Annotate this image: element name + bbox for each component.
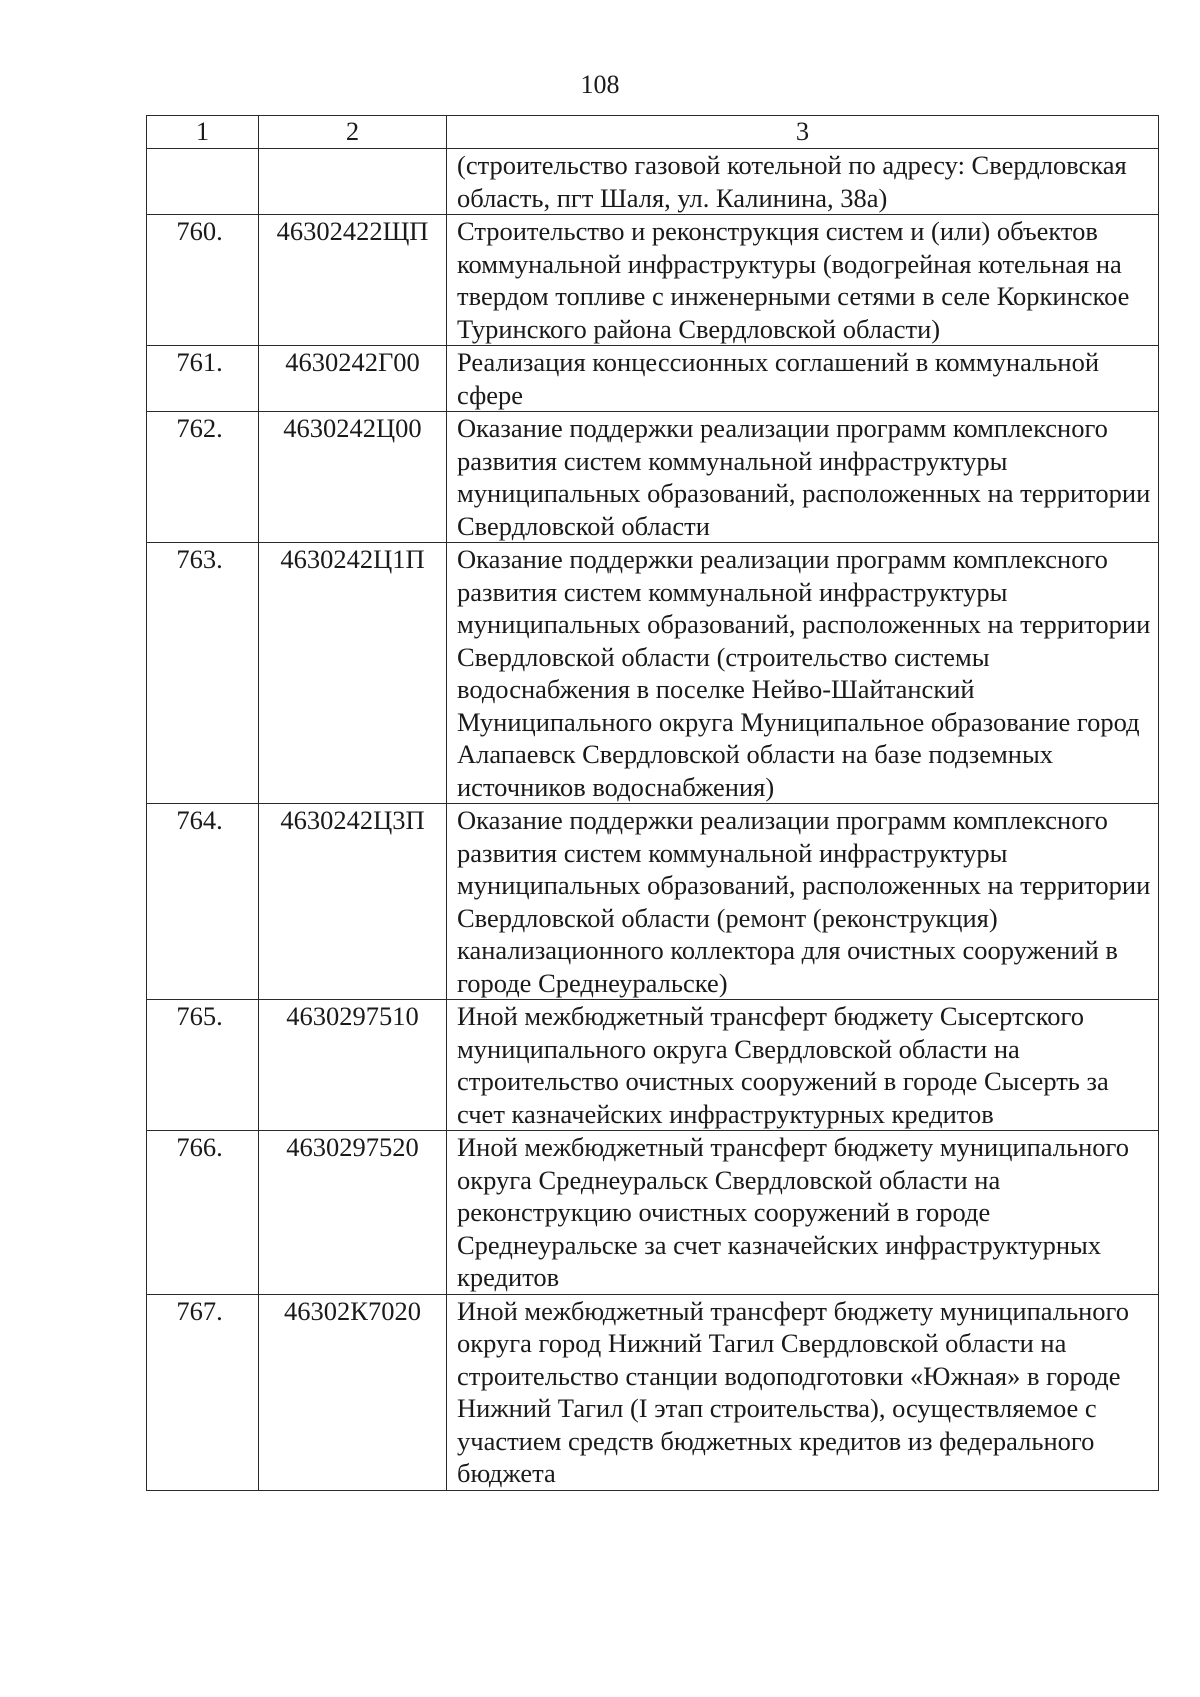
row-description: Иной межбюджетный трансферт бюджету муниципального округа город Нижний Тагил Свердловской области на строительство станции водоподготовки «Южная» в городе Нижний Тагил (I этап строительства), осуществляемое с участием средств бюджетных кредитов из федерального бюджета [447, 1294, 1159, 1490]
row-description: Иной межбюджетный трансферт бюджету Сысертского муниципального округа Свердловской области на строительство очистных сооружений в городе Сысерть за счет казначейских инфраструктурных кредитов [447, 1000, 1159, 1131]
row-description: Оказание поддержки реализации программ комплексного развития систем коммунальной инфраструктуры муниципальных образований, расположенных на территории Свердловской области (строительство системы водоснабжения в поселке Нейво-Шайтанский Муниципального округа Муниципальное образование город Алапаевск Свердловской области на базе подземных источников водоснабжения) [447, 543, 1159, 804]
table-row [147, 215, 1159, 346]
table-row [147, 149, 1159, 215]
row-description: Оказание поддержки реализации программ комплексного развития систем коммунальной инфраструктуры муниципальных образований, расположенных на территории Свердловской области (ремонт (реконструкция) канализационного коллектора для очистных сооружений в городе Среднеуральске) [447, 804, 1159, 1000]
row-code: 46302422ЩП [259, 215, 447, 346]
row-description: Строительство и реконструкция систем и (или) объектов коммунальной инфраструктуры (водогрейная котельная на твердом топливе с инженерными сетями в селе Коркинское Туринского района Свердловской области) [447, 215, 1159, 346]
table-row [147, 543, 1159, 804]
row-description: Иной межбюджетный трансферт бюджету муниципального округа Среднеуральск Свердловской области на реконструкцию очистных сооружений в городе Среднеуральске за счет казначейских инфраструктурных кредитов [447, 1131, 1159, 1295]
row-description: Оказание поддержки реализации программ комплексного развития систем коммунальной инфраструктуры муниципальных образований, расположенных на территории Свердловской области [447, 412, 1159, 543]
column-header-3: 3 [447, 116, 1159, 149]
page-number: 108 [580, 70, 620, 99]
row-code: 4630297510 [259, 1000, 447, 1131]
column-header-2: 2 [259, 116, 447, 149]
row-code: 4630297520 [259, 1131, 447, 1295]
table-row [147, 1000, 1159, 1131]
row-code: 4630242Ц1П [259, 543, 447, 804]
row-code: 46302К7020 [259, 1294, 447, 1490]
table-row [147, 1131, 1159, 1295]
row-number: 762. [147, 412, 259, 543]
table-row [147, 1294, 1159, 1490]
row-description: (строительство газовой котельной по адресу: Свердловская область, пгт Шаля, ул. Калинина, 38а) [447, 149, 1159, 215]
row-number: 760. [147, 215, 259, 346]
row-number: 765. [147, 1000, 259, 1131]
row-description: Реализация концессионных соглашений в коммунальной сфере [447, 346, 1159, 412]
row-code [259, 149, 447, 215]
table-header-row [147, 116, 1159, 149]
column-header-1: 1 [147, 116, 259, 149]
row-number: 763. [147, 543, 259, 804]
table-row [147, 804, 1159, 1000]
row-code: 4630242Ц3П [259, 804, 447, 1000]
row-number: 767. [147, 1294, 259, 1490]
row-code: 4630242Ц00 [259, 412, 447, 543]
budget-classification-table [146, 115, 1159, 1491]
row-number: 766. [147, 1131, 259, 1295]
row-number: 764. [147, 804, 259, 1000]
row-number: 761. [147, 346, 259, 412]
row-number [147, 149, 259, 215]
row-code: 4630242Г00 [259, 346, 447, 412]
table-row [147, 346, 1159, 412]
table-row [147, 412, 1159, 543]
